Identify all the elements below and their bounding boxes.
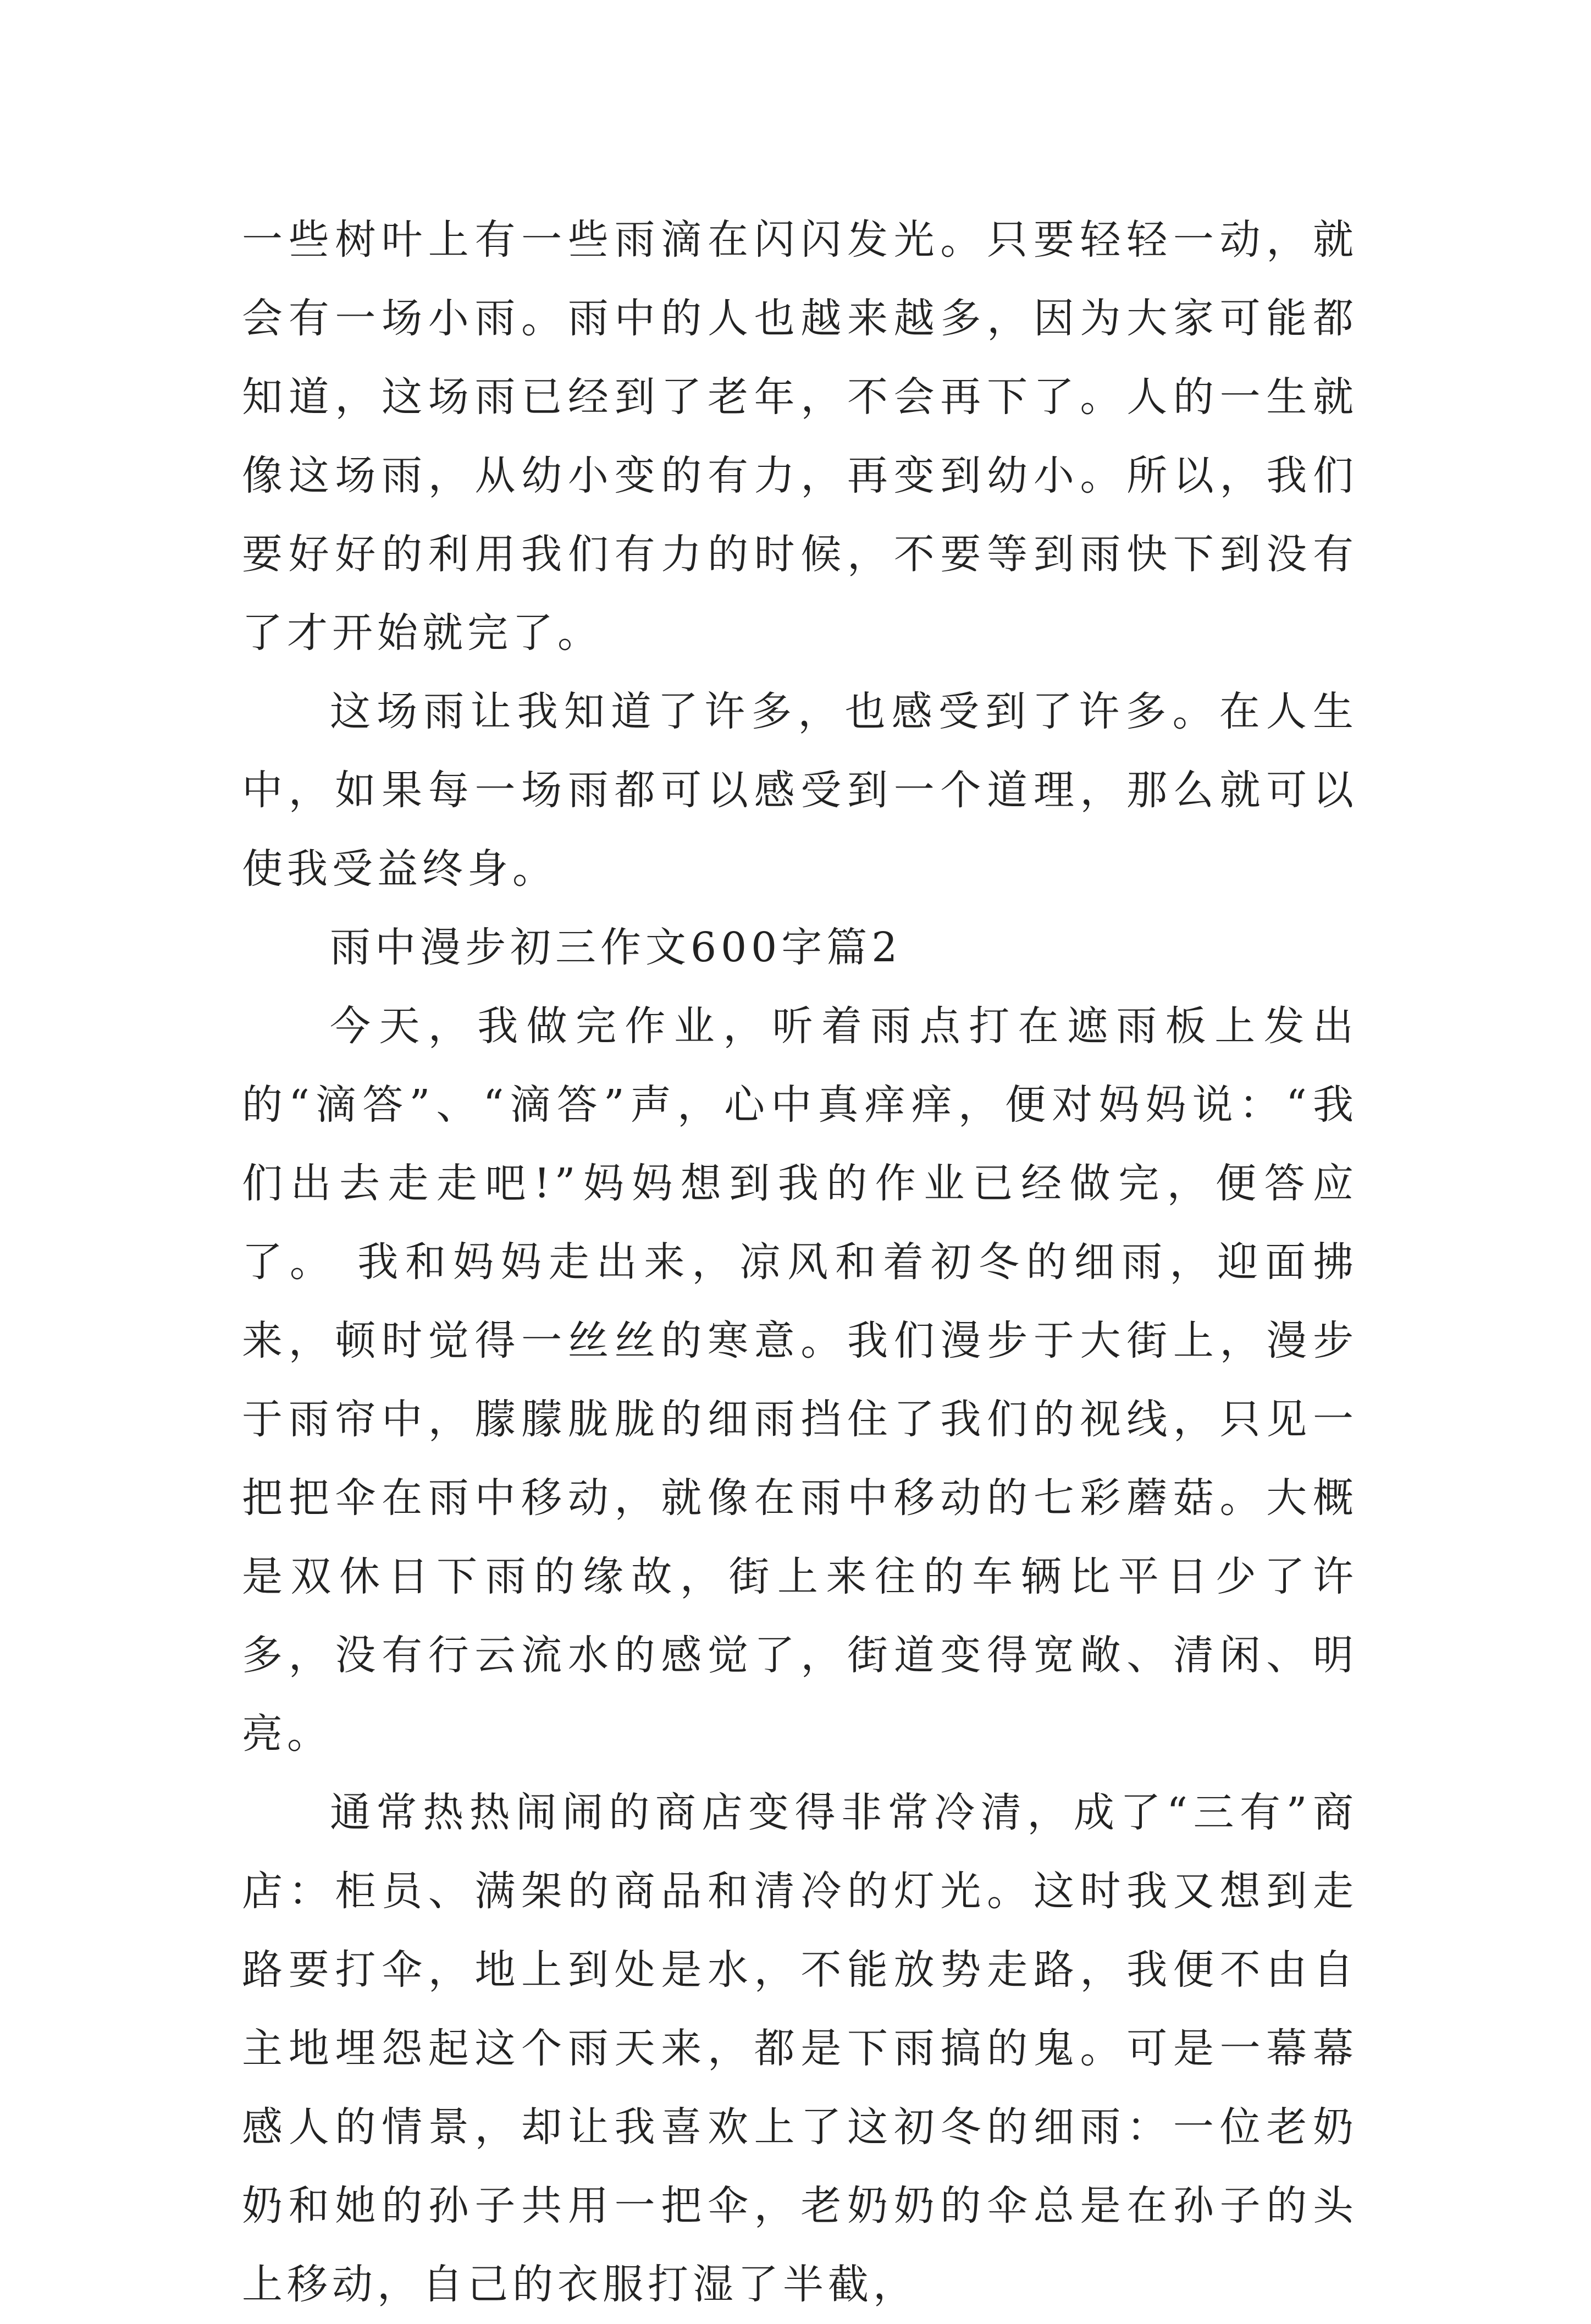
paragraph: 一些树叶上有一些雨滴在闪闪发光。只要轻轻一动，就会有一场小雨。雨中的人也越来越多，因为大家可能都知道，这场雨已经到了老年，不会再下了。人的一生就像这场雨，从幼小变的有力，再变到幼小。所以，我们要好好的利用我们有力的时候，不要等到雨快下到没有了才开始就完了。 bbox=[242, 216, 1358, 657]
paragraph: 今天，我做完作业，听着雨点打在遮雨板上发出的“滴答”、“滴答”声，心中真痒痒，便对妈妈说：“我们出去走走吧!”妈妈想到我的作业已经做完，便答应了。 我和妈妈走出来，凉风和着初冬的细雨，迎面拂来，顿时觉得一丝丝的寒意。我们漫步于大街上，漫步于雨帘中，朦朦胧胧的细雨挡住了我们的视线，只见一把把伞在雨中移动，就像在雨中移动的七彩蘑菇。大概是双休日下雨的缘故，街上来往的车辆比平日少了许多，没有行云流水的感觉了，街道变得宽敞、清闲、明亮。 bbox=[242, 1003, 1358, 1758]
paragraph: 通常热热闹闹的商店变得非常冷清，成了“三有”商店：柜员、满架的商品和清冷的灯光。这时我又想到走路要打伞，地上到处是水，不能放势走路，我便不由自主地埋怨起这个雨天来，都是下雨搞的鬼。可是一幕幕感人的情景，却让我喜欢上了这初冬的细雨：一位老奶奶和她的孙子共用一把伞，老奶奶的伞总是在孙子的头上移动，自己的衣服打湿了半截， bbox=[242, 1789, 1358, 2308]
document-body bbox=[242, 201, 1358, 2324]
paragraph: 这场雨让我知道了许多，也感受到了许多。在人生中，如果每一场雨都可以感受到一个道理，那么就可以使我受益终身。 bbox=[242, 688, 1358, 893]
section-heading: 雨中漫步初三作文600字篇2 bbox=[330, 924, 902, 971]
